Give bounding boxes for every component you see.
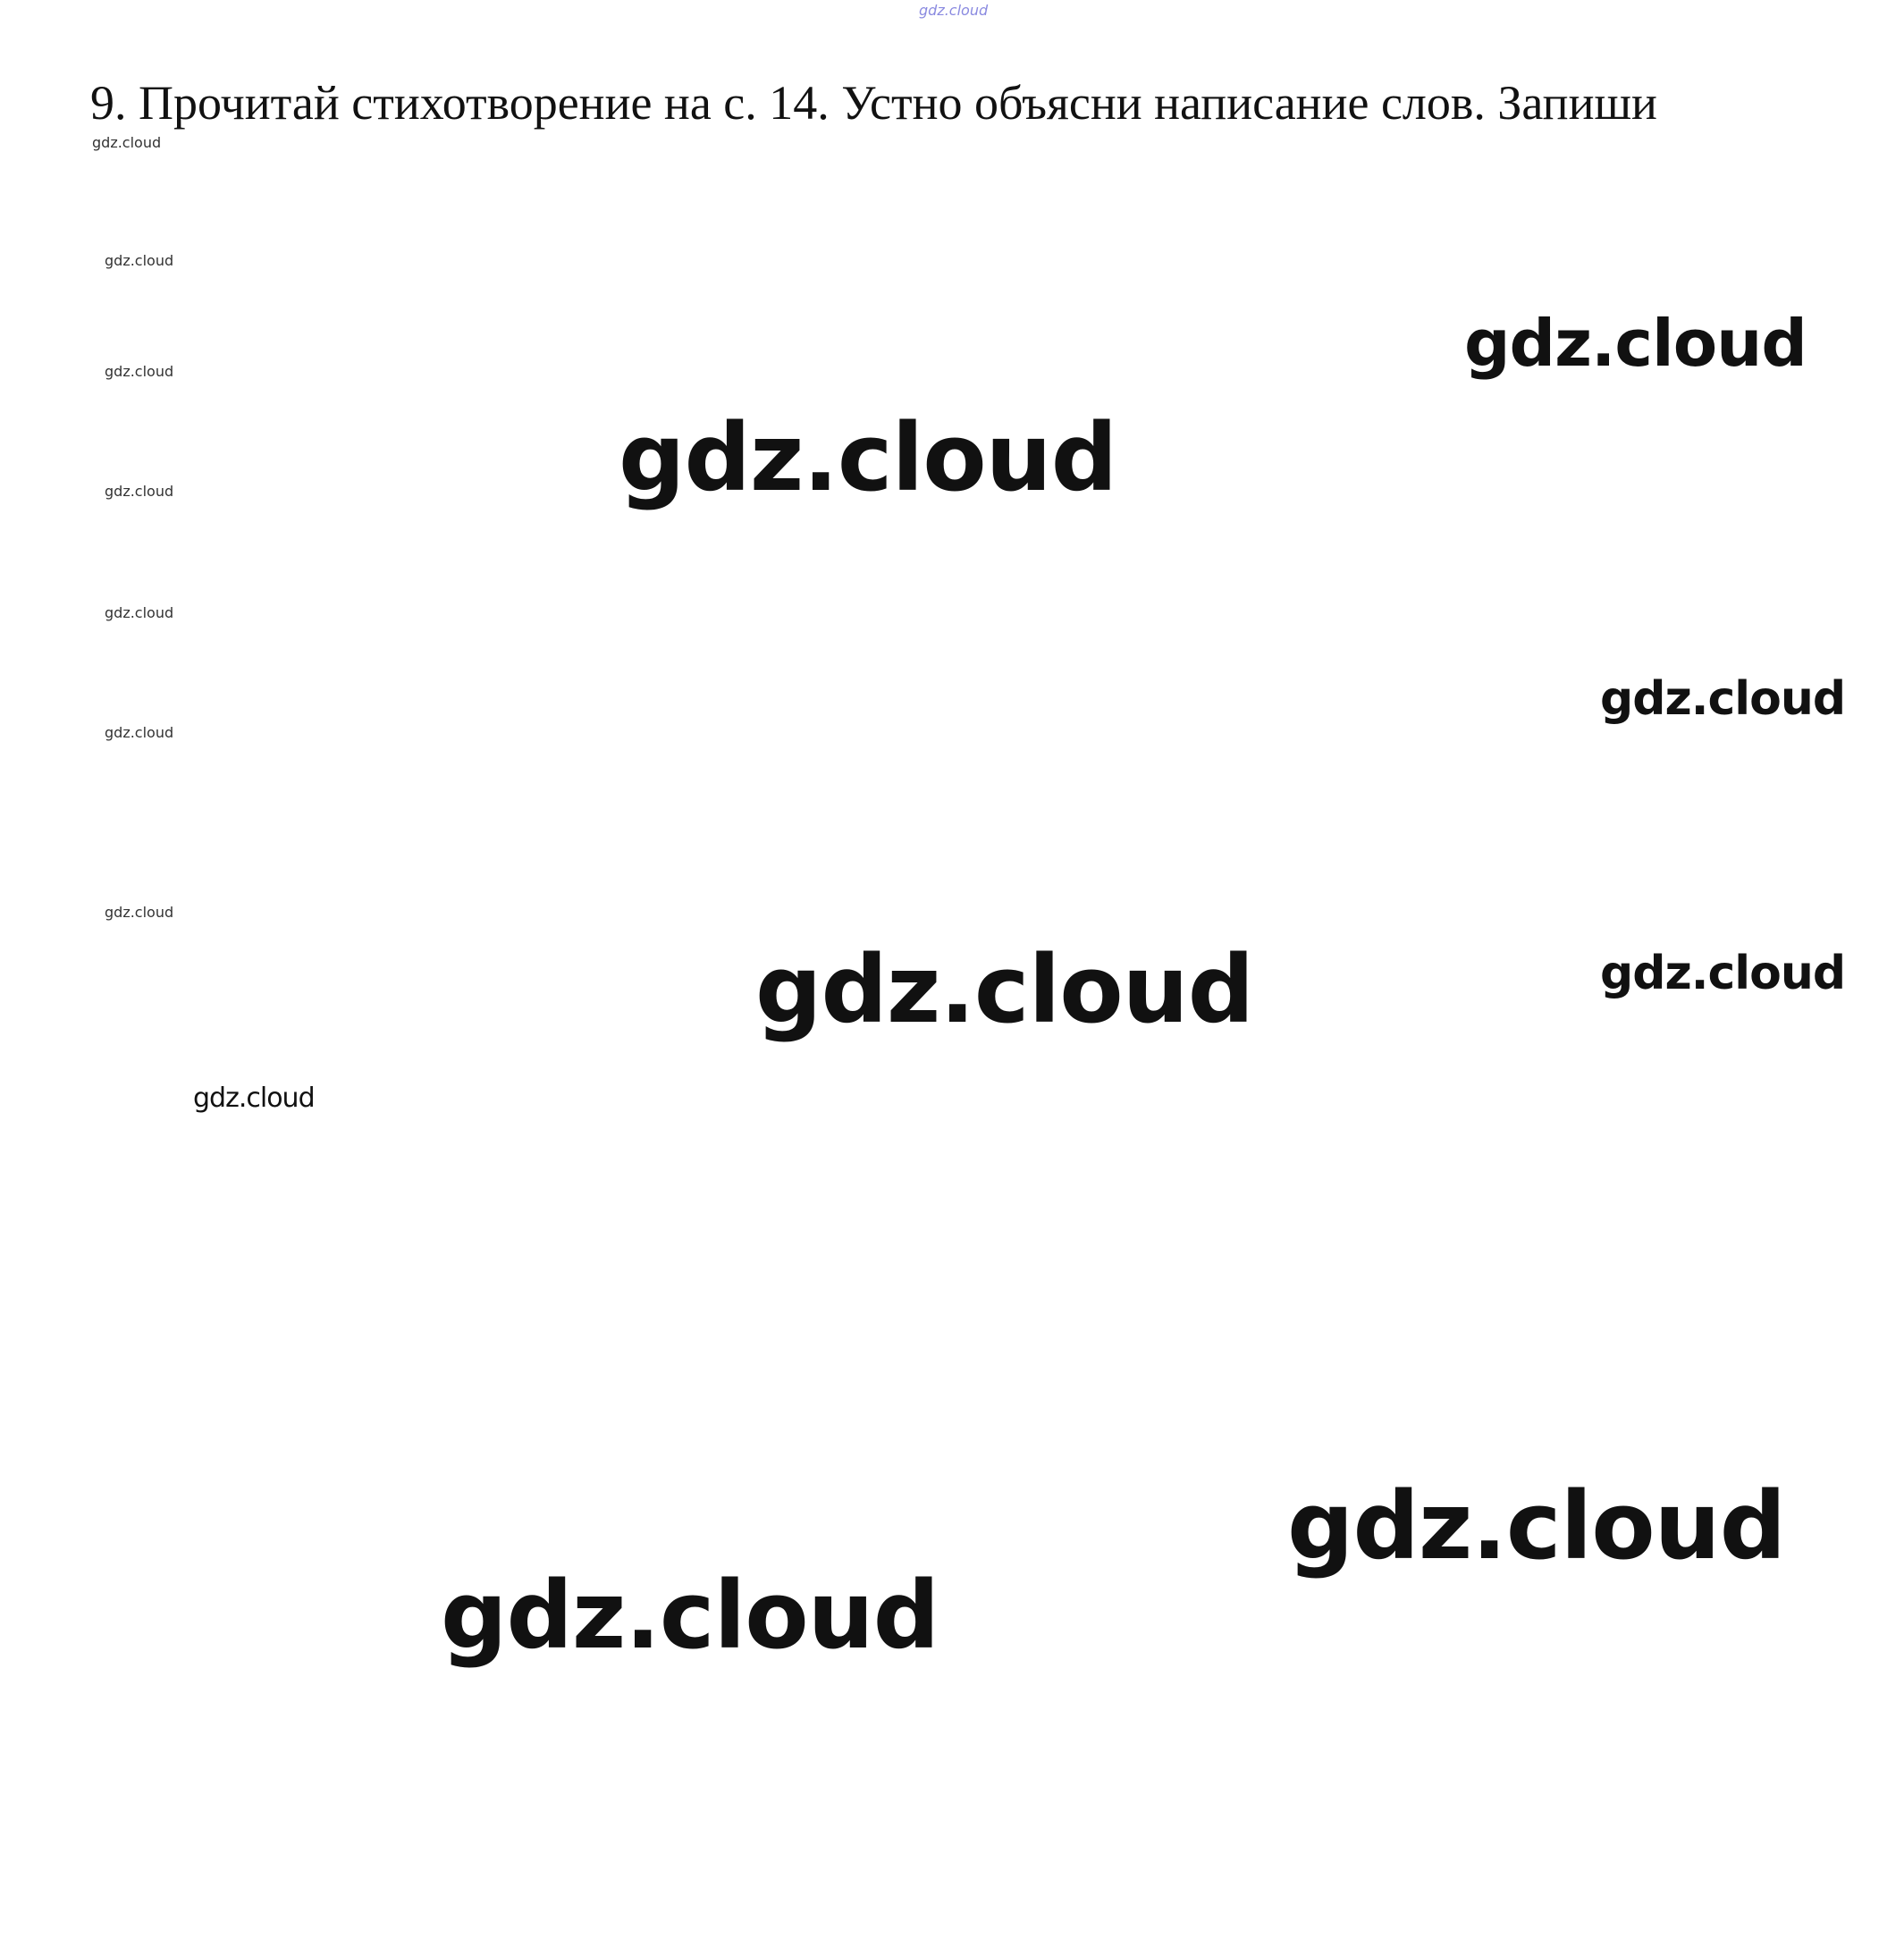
- watermark-small: gdz.cloud: [105, 483, 174, 500]
- watermark: gdz.cloud: [755, 935, 1254, 1044]
- text-segment: 9. Прочитай стихотворение на с. 14. Устно объясни написание слов. Запиши: [90, 76, 1657, 130]
- watermark-small: gdz.cloud: [92, 134, 162, 151]
- watermark-small: gdz.cloud: [105, 904, 174, 921]
- watermark: gdz.cloud: [619, 403, 1117, 512]
- watermark: gdz.cloud: [1287, 1471, 1786, 1580]
- watermark-small: gdz.cloud: [105, 724, 174, 741]
- watermark: gdz.cloud: [1600, 947, 1846, 1000]
- watermark-small: gdz.cloud: [105, 604, 174, 621]
- task-text: [90, 73, 1869, 134]
- watermark: gdz.cloud: [1464, 306, 1807, 381]
- watermark: gdz.cloud: [1600, 672, 1846, 726]
- watermark-small: gdz.cloud: [105, 252, 174, 269]
- task-line: [90, 73, 1869, 134]
- watermark: gdz.cloud: [441, 1561, 939, 1670]
- document-body: [90, 73, 1869, 134]
- watermark: gdz.cloud: [193, 1083, 315, 1114]
- watermark-top: gdz.cloud: [919, 2, 989, 19]
- watermark-small: gdz.cloud: [105, 363, 174, 380]
